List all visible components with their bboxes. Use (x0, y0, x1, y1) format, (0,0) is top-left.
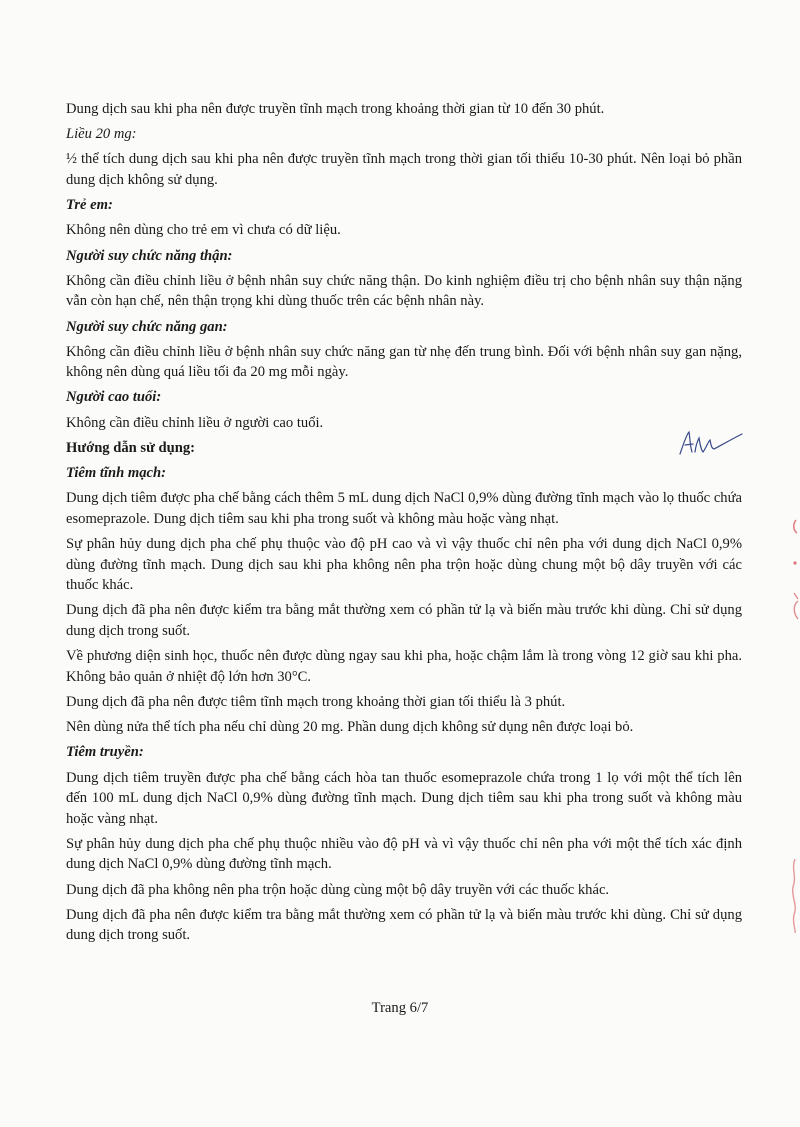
paragraph: ½ thể tích dung dịch sau khi pha nên được truyền tĩnh mạch trong thời gian tối thiểu 10-30 phút. Nên loại bỏ phần dung dịch không sử dụng. (66, 151, 742, 188)
section-heading: Người cao tuổi: (66, 389, 162, 406)
paragraph: Dung dịch sau khi pha nên được truyền tĩnh mạch trong khoảng thời gian từ 10 đến 30 phút. (66, 101, 605, 117)
main-heading: Hướng dẫn sử dụng: (66, 439, 196, 456)
paragraph: Dung dịch đã pha không nên pha trộn hoặc dùng cùng một bộ dây truyền với các thuốc khác. (66, 881, 610, 898)
paragraph: Dung dịch đã pha nên được kiểm tra bằng mắt thường xem có phần tử lạ và biến màu trước khi dùng. Chỉ sử dụng dung dịch trong suốt. (66, 602, 742, 639)
paragraph: Dung dịch đã pha nên được tiêm tĩnh mạch trong khoảng thời gian tối thiểu là 3 phút. (66, 693, 566, 710)
document-body (66, 99, 742, 951)
paragraph: Dung dịch tiêm truyền được pha chế bằng cách hòa tan thuốc esomeprazole chứa trong 1 lọ với một thể tích lên đến 100 mL dung dịch NaCl 0,9% dùng đường tĩnh mạch. Dung dịch tiêm sau khi pha trong suốt và không màu hoặc vàng nhạt. (66, 769, 742, 827)
page-number: Trang 6/7 (371, 1000, 429, 1016)
subheading: Liều 20 mg: (66, 126, 137, 143)
paragraph: Không cần điều chỉnh liều ở bệnh nhân suy chức năng thận. Do kinh nghiệm điều trị cho bệnh nhân suy thận nặng vẫn còn hạn chế, nên thận trọng khi dùng thuốc trên các bệnh nhân này. (66, 272, 742, 310)
paragraph: Không cần điều chỉnh liều ở người cao tuổi. (66, 414, 324, 431)
paragraph: Dung dịch đã pha nên được kiểm tra bằng mắt thường xem có phần tử lạ và biến màu trước khi dùng. Chỉ sử dụng dung dịch trong suốt. (66, 906, 742, 944)
stamp-edge-lower (780, 855, 800, 935)
paragraph: Sự phân hủy dung dịch pha chế phụ thuộc vào độ pH cao và vì vậy thuốc chỉ nên pha với dung dịch NaCl 0,9% dùng đường tĩnh mạch. Dung dịch sau khi pha không nên pha trộn hoặc dùng chung một bộ dây truyền với các thuốc khác. (66, 536, 742, 594)
paragraph: Không nên dùng cho trẻ em vì chưa có dữ liệu. (66, 222, 341, 239)
paragraph: Không cần điều chỉnh liều ở bệnh nhân suy chức năng gan từ nhẹ đến trung bình. Đối với bệnh nhân suy gan nặng, không nên dùng quá liều tối đa 20 mg mỗi ngày. (66, 343, 742, 381)
section-heading: Trẻ em: (66, 197, 113, 214)
paragraph: Sự phân hủy dung dịch pha chế phụ thuộc nhiều vào độ pH và vì vậy thuốc chỉ nên pha với một thể tích xác định dung dịch NaCl 0,9% dùng đường tĩnh mạch. (66, 835, 742, 873)
signature-mark (676, 428, 746, 458)
paragraph: Dung dịch tiêm được pha chế bằng cách thêm 5 mL dung dịch NaCl 0,9% dùng đường tĩnh mạch vào lọ thuốc chứa esomeprazole. Dung dịch tiêm sau khi pha trong suốt và không màu hoặc vàng nhạt. (66, 490, 742, 527)
section-heading: Tiêm tĩnh mạch: (66, 465, 166, 482)
paragraph: Nên dùng nửa thể tích pha nếu chỉ dùng 20 mg. Phần dung dịch không sử dụng nên được loại bỏ. (66, 719, 634, 736)
section-heading: Tiêm truyền: (66, 744, 144, 761)
stamp-edge-upper (780, 515, 800, 625)
paragraph: Về phương diện sinh học, thuốc nên được dùng ngay sau khi pha, hoặc chậm lắm là trong vòng 12 giờ sau khi pha. Không bảo quản ở nhiệt độ lớn hơn 30°C. (66, 648, 742, 685)
section-heading: Người suy chức năng thận: (66, 247, 233, 264)
section-heading: Người suy chức năng gan: (66, 318, 228, 335)
